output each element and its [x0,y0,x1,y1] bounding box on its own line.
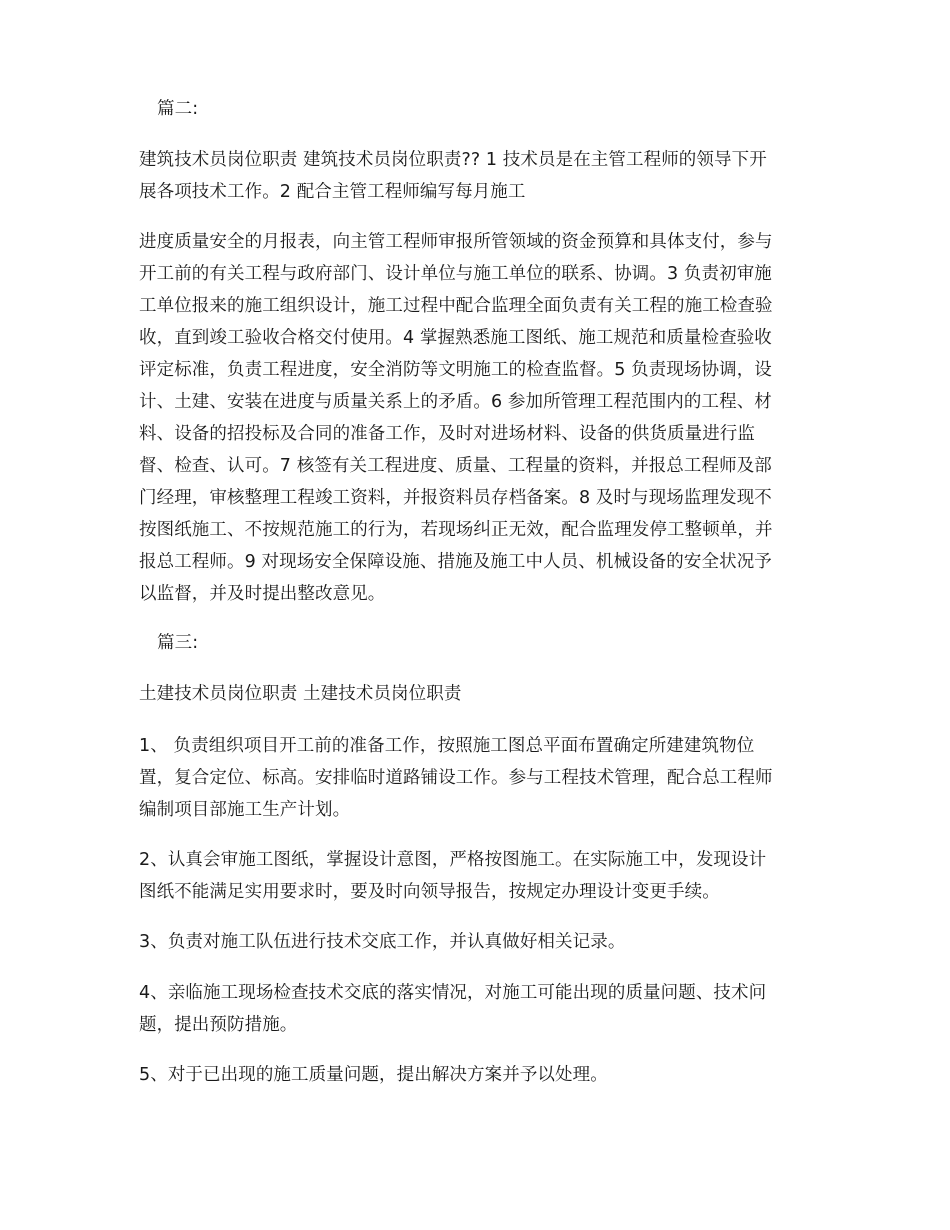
text-line: 开工前的有关工程与政府部门、设计单位与施工单位的联系、协调。3 负责初审施 [139,264,772,284]
text-line: 2、认真会审施工图纸，掌握设计意图，严格按图施工。在实际施工中，发现设计 [139,850,767,870]
text-line: 5、对于已出现的施工质量问题，提出解决方案并予以处理。 [139,1065,608,1085]
text-line: 料、设备的招投标及合同的准备工作，及时对进场材料、设备的供货质量进行监 [139,424,755,444]
text-line: 3、负责对施工队伍进行技术交底工作，并认真做好相关记录。 [139,932,626,952]
text-line: 计、土建、安装在进度与质量关系上的矛盾。6 参加所管理工程范围内的工程、材 [139,392,772,412]
text-line: 报总工程师。9 对现场安全保障设施、措施及施工中人员、机械设备的安全状况予 [139,552,772,572]
list-item-5 [139,1059,819,1091]
text-line: 展各项技术工作。2 配合主管工程师编写每月施工 [139,182,526,202]
text-line: 进度质量安全的月报表，向主管工程师审报所管领域的资金预算和具体支付，参与 [139,232,773,252]
list-item-4 [139,977,819,1041]
list-item-1 [139,730,819,826]
text-line: 门经理，审核整理工程竣工资料，并报资料员存档备案。8 及时与现场监理发现不 [139,488,772,508]
text-line: 按图纸施工、不按规范施工的行为，若现场纠正无效，配合监理发停工整顿单，并 [139,520,773,540]
text-line: 图纸不能满足实用要求时，要及时向领导报告，按规定办理设计变更手续。 [139,882,720,902]
text-line: 以监督，并及时提出整改意见。 [139,584,386,604]
section2-title [139,144,819,208]
text-line: 建筑技术员岗位职责 建筑技术员岗位职责?? 1 技术员是在主管工程师的领导下开 [139,150,767,170]
section3-title: 土建技术员岗位职责 土建技术员岗位职责 [139,684,462,704]
list-item-2 [139,844,819,908]
text-line: 收，直到竣工验收合格交付使用。4 掌握熟悉施工图纸、施工规范和质量检查验收 [139,328,772,348]
text-line: 4、亲临施工现场检查技术交底的落实情况，对施工可能出现的质量问题、技术问 [139,983,767,1003]
text-line: 置，复合定位、标高。安排临时道路铺设工作。参与工程技术管理，配合总工程师 [139,768,773,788]
text-line: 督、检查、认可。7 核签有关工程进度、质量、工程量的资料，并报总工程师及部 [139,456,772,476]
text-line: 编制项目部施工生产计划。 [139,800,351,820]
section2-heading: 篇二: [157,99,199,119]
text-line: 题，提出预防措施。 [139,1015,298,1035]
text-line: 1、 负责组织项目开工前的准备工作，按照施工图总平面布置确定所建建筑物位 [139,736,755,756]
list-item-3 [139,926,819,958]
text-line: 评定标准，负责工程进度，安全消防等文明施工的检查监督。5 负责现场协调，设 [139,360,772,380]
text-line: 工单位报来的施工组织设计，施工过程中配合监理全面负责有关工程的施工检查验 [139,296,773,316]
section2-body [139,226,819,610]
section3-heading: 篇三: [157,633,199,653]
